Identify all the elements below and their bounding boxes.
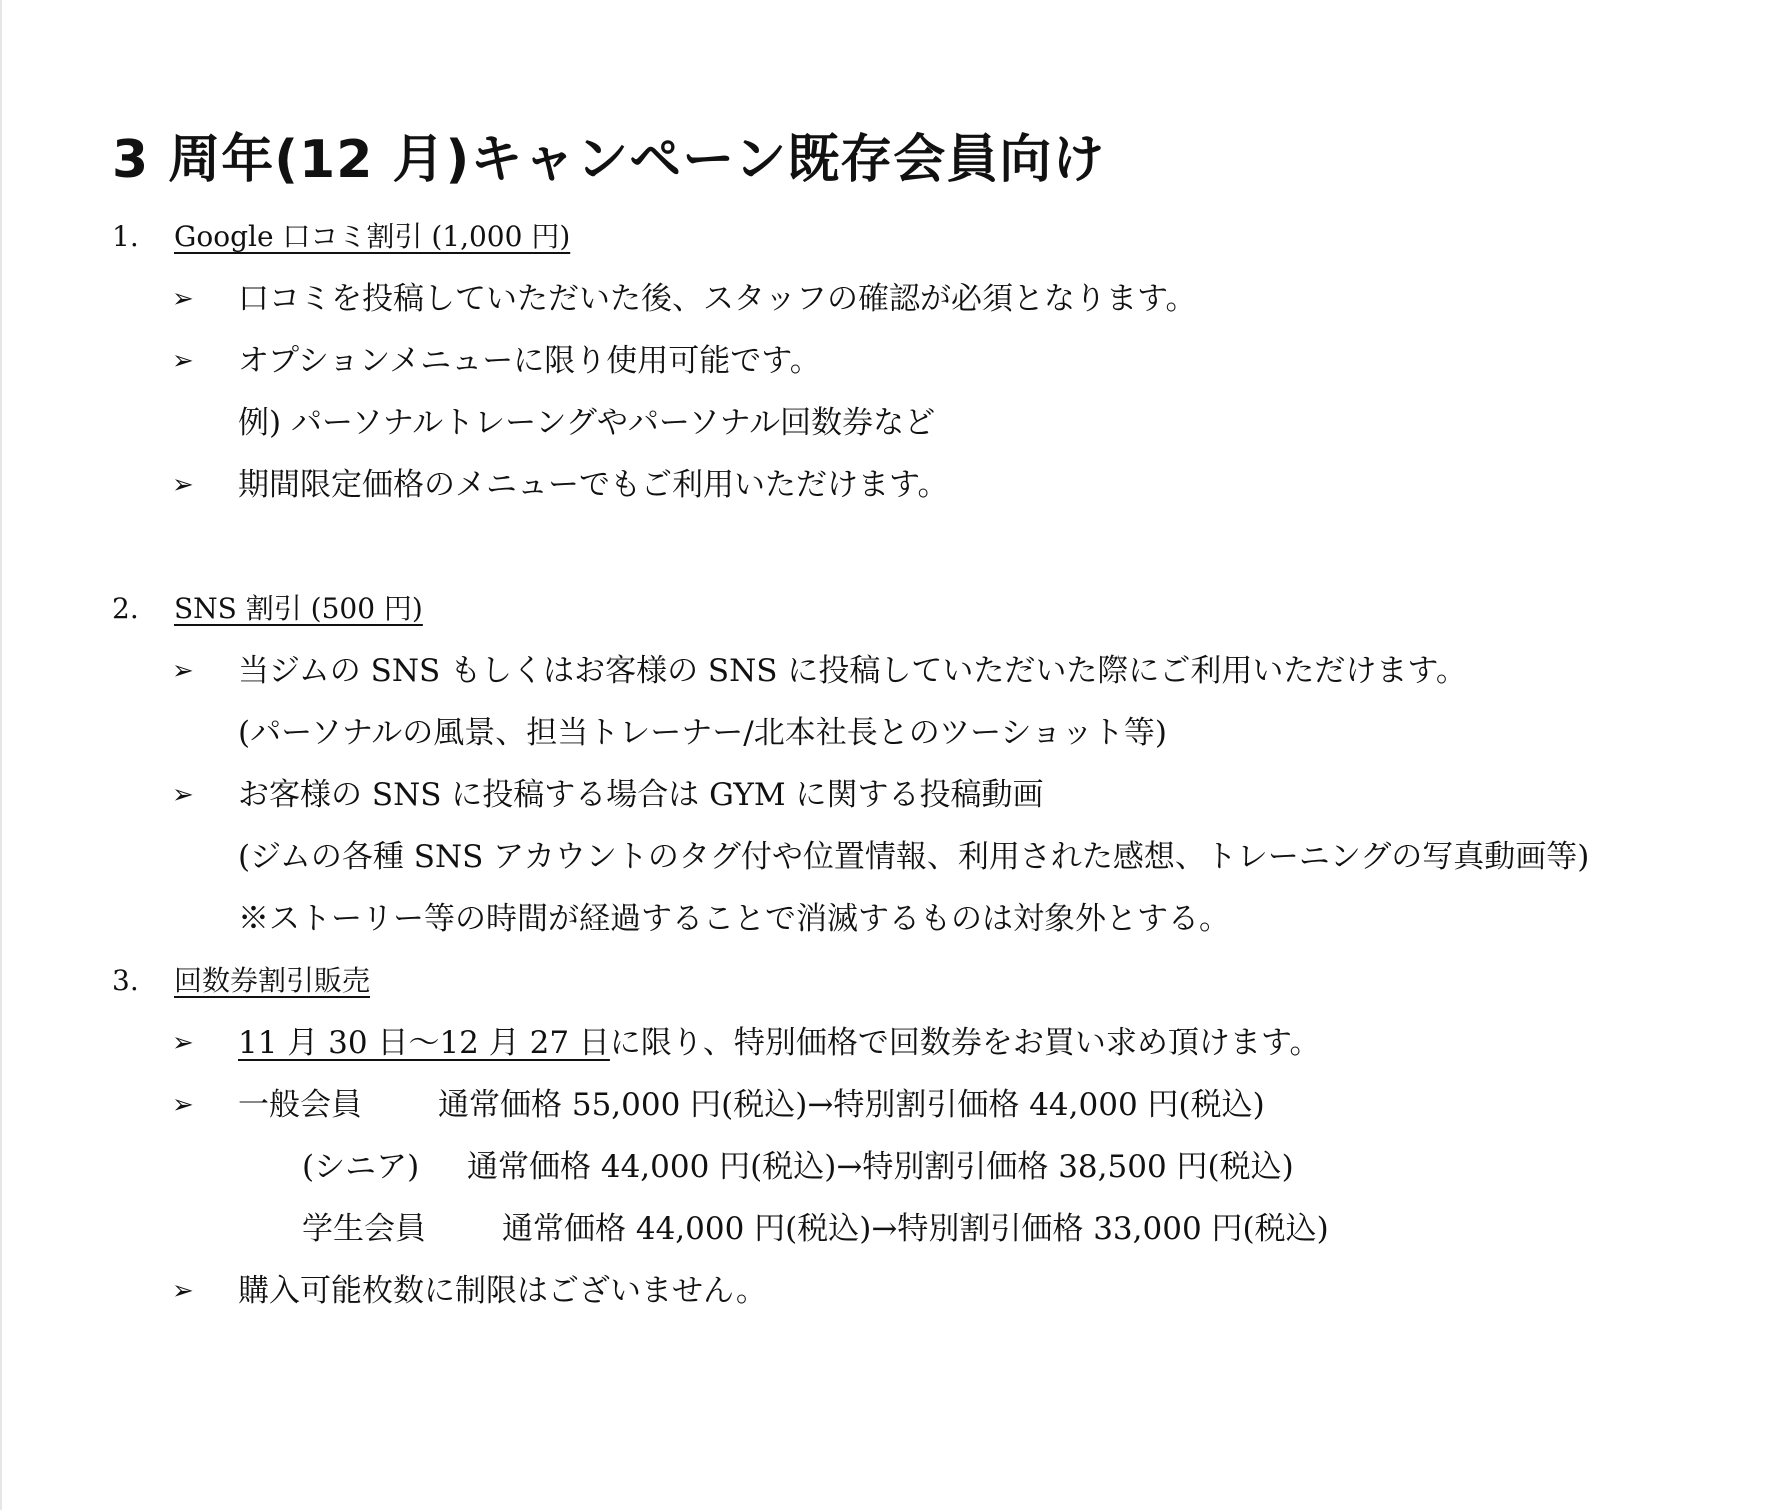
document-title: 3 周年(12 月)キャンペーン既存会員向け <box>112 130 1106 190</box>
section-2-bullet-2-note-1 <box>112 826 1752 888</box>
bullet-subtext: (パーソナルの風景、担当トレーナー/北本社長とのツーショット等) <box>238 715 1167 751</box>
section-1-title: Google 口コミ割引 (1,000 円) <box>174 220 571 253</box>
bullet-text: お客様の SNS に投稿する場合は GYM に関する投稿動画 <box>238 777 1044 813</box>
blank-line <box>112 516 1752 578</box>
price-row-student <box>112 1198 1752 1260</box>
bullet-arrow-icon: ➢ <box>172 1090 194 1120</box>
bullet-arrow-icon: ➢ <box>172 1276 194 1306</box>
section-3-heading <box>112 950 1752 1012</box>
section-3-bullet-1 <box>112 1012 1752 1074</box>
document-body <box>112 124 1752 1322</box>
bullet-arrow-icon: ➢ <box>172 284 194 314</box>
price-text: 通常価格 44,000 円(税込)→特別割引価格 38,500 円(税込) <box>467 1149 1294 1185</box>
section-2-bullet-2 <box>112 764 1752 826</box>
bullet-subtext: (ジムの各種 SNS アカウントのタグ付や位置情報、利用された感想、トレーニングの写真動画等) <box>238 839 1590 875</box>
section-2-bullet-2-note-2 <box>112 888 1752 950</box>
section-2-title: SNS 割引 (500 円) <box>174 592 423 625</box>
section-3-number: 3. <box>112 964 139 997</box>
campaign-period-note: に限り、特別価格で回数券をお買い求め頂けます。 <box>609 1025 1321 1061</box>
section-1-bullet-2 <box>112 330 1752 392</box>
price-row-content <box>302 1198 1329 1260</box>
section-1-bullet-3 <box>112 454 1752 516</box>
section-2-number: 2. <box>112 592 139 625</box>
section-2-heading <box>112 578 1752 640</box>
bullet-text: 購入可能枚数に制限はございません。 <box>238 1273 767 1309</box>
bullet-text: 口コミを投稿していただいた後、スタッフの確認が必須となります。 <box>238 281 1197 317</box>
bullet-arrow-icon: ➢ <box>172 1028 194 1058</box>
section-1-bullet-2-example <box>112 392 1752 454</box>
section-2-bullet-1 <box>112 640 1752 702</box>
bullet-arrow-icon: ➢ <box>172 470 194 500</box>
bullet-text: 当ジムの SNS もしくはお客様の SNS に投稿していただいた際にご利用いただけます。 <box>238 653 1467 689</box>
bullet-arrow-icon: ➢ <box>172 780 194 810</box>
campaign-period: 11 月 30 日〜12 月 27 日 <box>238 1025 610 1061</box>
section-2-bullet-1-note <box>112 702 1752 764</box>
bullet-text <box>238 1012 1320 1074</box>
bullet-subtext: ※ストーリー等の時間が経過することで消滅するものは対象外とする。 <box>238 901 1230 937</box>
member-type-label: 一般会員 <box>238 1087 362 1123</box>
bullet-subtext: 例) パーソナルトレーングやパーソナル回数券など <box>238 405 936 441</box>
bullet-arrow-icon: ➢ <box>172 346 194 376</box>
price-text: 通常価格 55,000 円(税込)→特別割引価格 44,000 円(税込) <box>438 1087 1265 1123</box>
bullet-arrow-icon: ➢ <box>172 656 194 686</box>
section-3-bullet-3 <box>112 1260 1752 1322</box>
price-text: 通常価格 44,000 円(税込)→特別割引価格 33,000 円(税込) <box>502 1211 1329 1247</box>
price-row-content <box>238 1074 1265 1136</box>
member-type-label: 学生会員 <box>302 1211 426 1247</box>
price-row-content <box>302 1136 1294 1198</box>
member-type-label: (シニア) <box>302 1149 420 1185</box>
bullet-text: オプションメニューに限り使用可能です。 <box>238 343 821 379</box>
section-1-number: 1. <box>112 220 139 253</box>
section-3-title: 回数券割引販売 <box>174 964 371 997</box>
price-row-senior <box>112 1136 1752 1198</box>
section-1-bullet-1 <box>112 268 1752 330</box>
price-row-general <box>112 1074 1752 1136</box>
bullet-text: 期間限定価格のメニューでもご利用いただけます。 <box>238 467 949 503</box>
section-1-heading <box>112 206 1752 268</box>
